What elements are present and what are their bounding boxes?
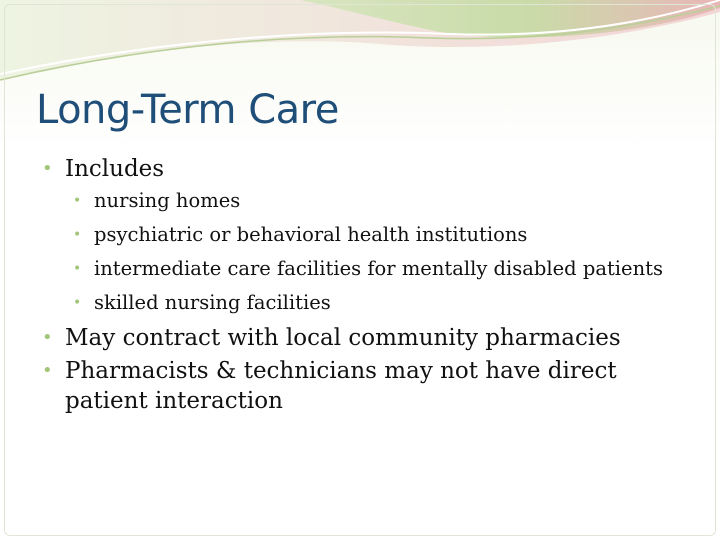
bullet-dot-icon: •	[42, 158, 53, 179]
bullet-group-includes	[38, 154, 688, 317]
bullet-dot-icon: •	[73, 227, 82, 243]
sub-bullet-item	[38, 289, 688, 317]
sub-bullet-item	[38, 187, 688, 215]
bullet-item	[38, 356, 688, 416]
sub-bullet-text: psychiatric or behavioral health institutions	[94, 223, 528, 246]
sub-bullet-text: nursing homes	[94, 189, 241, 212]
bullet-text: May contract with local community pharmacies	[65, 325, 621, 351]
sub-bullet-item	[38, 255, 688, 283]
bullet-text: Pharmacists & technicians may not have direct patient interaction	[65, 358, 617, 414]
bullet-item	[38, 154, 688, 184]
slide-body	[38, 154, 688, 419]
bullet-dot-icon: •	[42, 327, 53, 348]
bullet-dot-icon: •	[73, 295, 82, 311]
bullet-dot-icon: •	[42, 360, 53, 381]
slide-title: Long-Term Care	[36, 87, 339, 133]
bullet-item	[38, 323, 688, 353]
bullet-dot-icon: •	[73, 193, 82, 209]
sub-bullet-text: intermediate care facilities for mentally disabled patients	[94, 257, 663, 280]
bullet-text: Includes	[65, 156, 165, 182]
bullet-dot-icon: •	[73, 261, 82, 277]
sub-bullet-item	[38, 221, 688, 249]
sub-bullet-text: skilled nursing facilities	[94, 291, 331, 314]
header-swoosh-decoration	[0, 0, 720, 90]
